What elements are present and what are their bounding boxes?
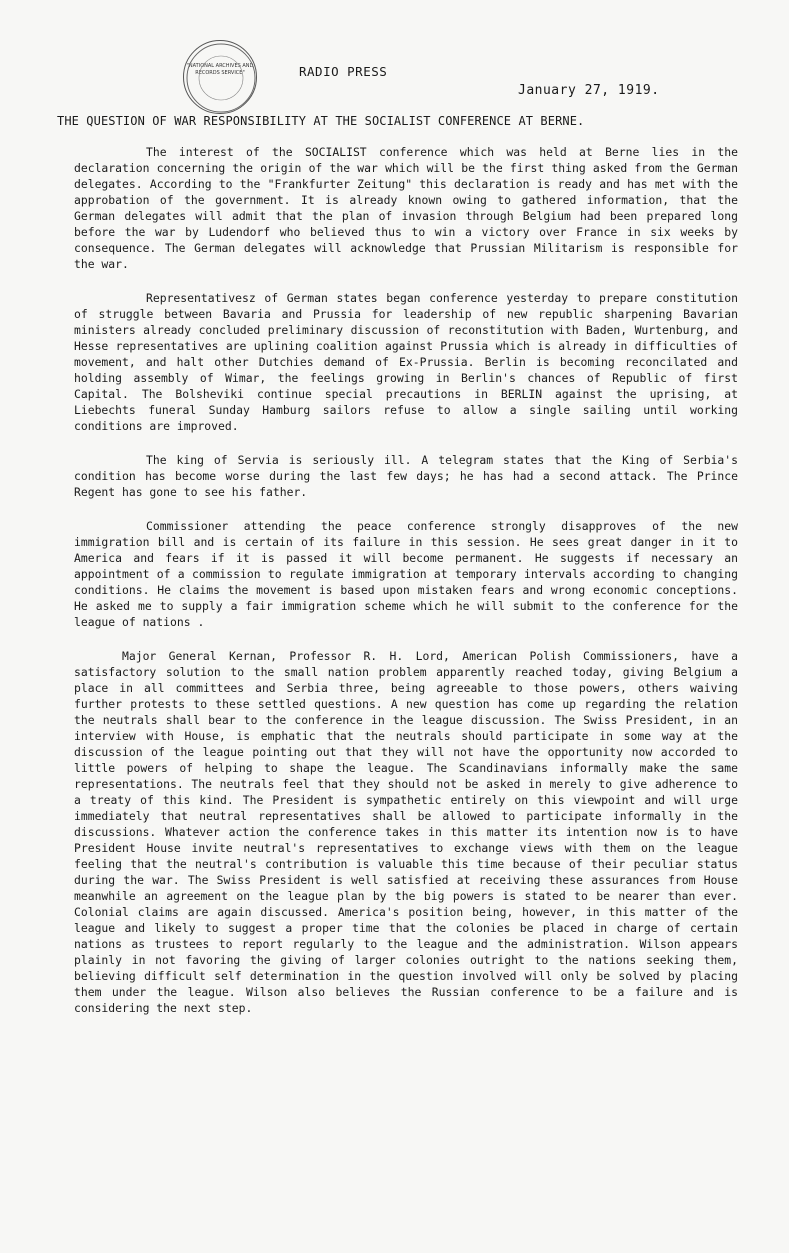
- document-header: RADIO PRESS: [299, 64, 388, 79]
- paragraph: Major General Kernan, Professor R. H. Lord, American Polish Commissioners, have a satisfactory solution to the small nation problem apparently reached today, giving Belgium a place in all committees and Serbia three, being agreeable to those powers, others waiving further protests to these settled questions. A new question has come up regarding the relation the neutrals shall bear to the conference in the league discussion. The Swiss President, in an interview with House, is emphatic that the neutrals should participate in some way at the discussion of the league pointing out that they will not have the opportunity now accorded to little powers of helping to shape the league. The Scandinavians informally make the same representations. The neutrals feel that they should not be asked in merely to give adherence to a treaty of this kind. The President is sympathetic entirely on this viewpoint and will urge immediately that neutral representatives shall be allowed to participate informally in the discussions. Whatever action the conference takes in this matter its intention now is to have President House invite neutral's representatives to exchange views with them on the league feeling that the neutral's contribution is valuable this time because of their peculiar status during the war. The Swiss President is well satisfied at receiving these assurances from House meanwhile an agreement on the league plan by the big powers is stated to be nearer than ever. Colonial claims are again discussed. America's position being, however, in this matter of the league and likely to suggest a proper time that the colonies be placed in charge of certain nations as trustees to report regularly to the league and the administration. Wilson appears plainly in not favoring the giving of larger colonies outright to the nations seeking them, believing difficult self determination in the question involved will only be solved by placing them under the league. Wilson also believes the Russian conference to be a failure and is considering the next step.: [74, 649, 738, 1015]
- stamp-inner-text: "NATIONAL ARCHIVES AND RECORDS SERVICE": [186, 63, 254, 76]
- paragraph: Commissioner attending the peace conference strongly disapproves of the new immigration bill and is certain of its failure in this session. He sees great danger in it to America and fears if it is passed it will become permanent. He suggests if necessary an appointment of a commission to regulate immigration at temporary intervals according to changing conditions. He claims the movement is based upon mistaken fears and wrong economic conceptions. He asked me to supply a fair immigration scheme which he will submit to the conference for the league of nations .: [74, 519, 738, 629]
- paragraph: The king of Servia is seriously ill. A telegram states that the King of Serbia's condition has become worse during the last few days; he has had a second attack. The Prince Regent has gone to see his father.: [74, 453, 738, 499]
- paragraph: Representativesz of German states began conference yesterday to prepare constitution of struggle between Bavaria and Prussia for leadership of new republic sharpening Bavarian ministers already concluded preliminary discussion of reconstitution with Baden, Wurtenburg, and Hesse representatives are uplining coalition against Prussia which is already in difficulties of movement, and halt other Dutchies demand of Ex-Prussia. Berlin is becoming reconcilated and holding assembly of Wimar, the feelings growing in Berlin's chances of Republic of first Capital. The Bolsheviki continue special precautions in BERLIN against the uprising, at Liebechts funeral Sunday Hamburg sailors refuse to allow a single sailing until working conditions are improved.: [74, 291, 738, 433]
- stamp-ring-icon: [184, 41, 257, 114]
- paragraph: The interest of the SOCIALIST conference which was held at Berne lies in the declaration concerning the origin of the war which will be the first thing asked from the German delegates. According to the "Frankfurter Zeitung" this declaration is ready and has met with the approbation of the government. It is already known owing to gathered information, that the German delegates will admit that the plan of invasion through Belgium had been prepared long before the war by Ludendorf who believed thus to win a victory over France in six weeks by consequence. The German delegates will acknowledge that Prussian Militarism is responsible for the war.: [74, 145, 738, 271]
- document-body: [74, 144, 738, 1034]
- archive-stamp: [183, 40, 257, 114]
- document-date: January 27, 1919.: [518, 83, 660, 98]
- document-title: THE QUESTION OF WAR RESPONSIBILITY AT THE SOCIALIST CONFERENCE AT BERNE.: [57, 114, 585, 128]
